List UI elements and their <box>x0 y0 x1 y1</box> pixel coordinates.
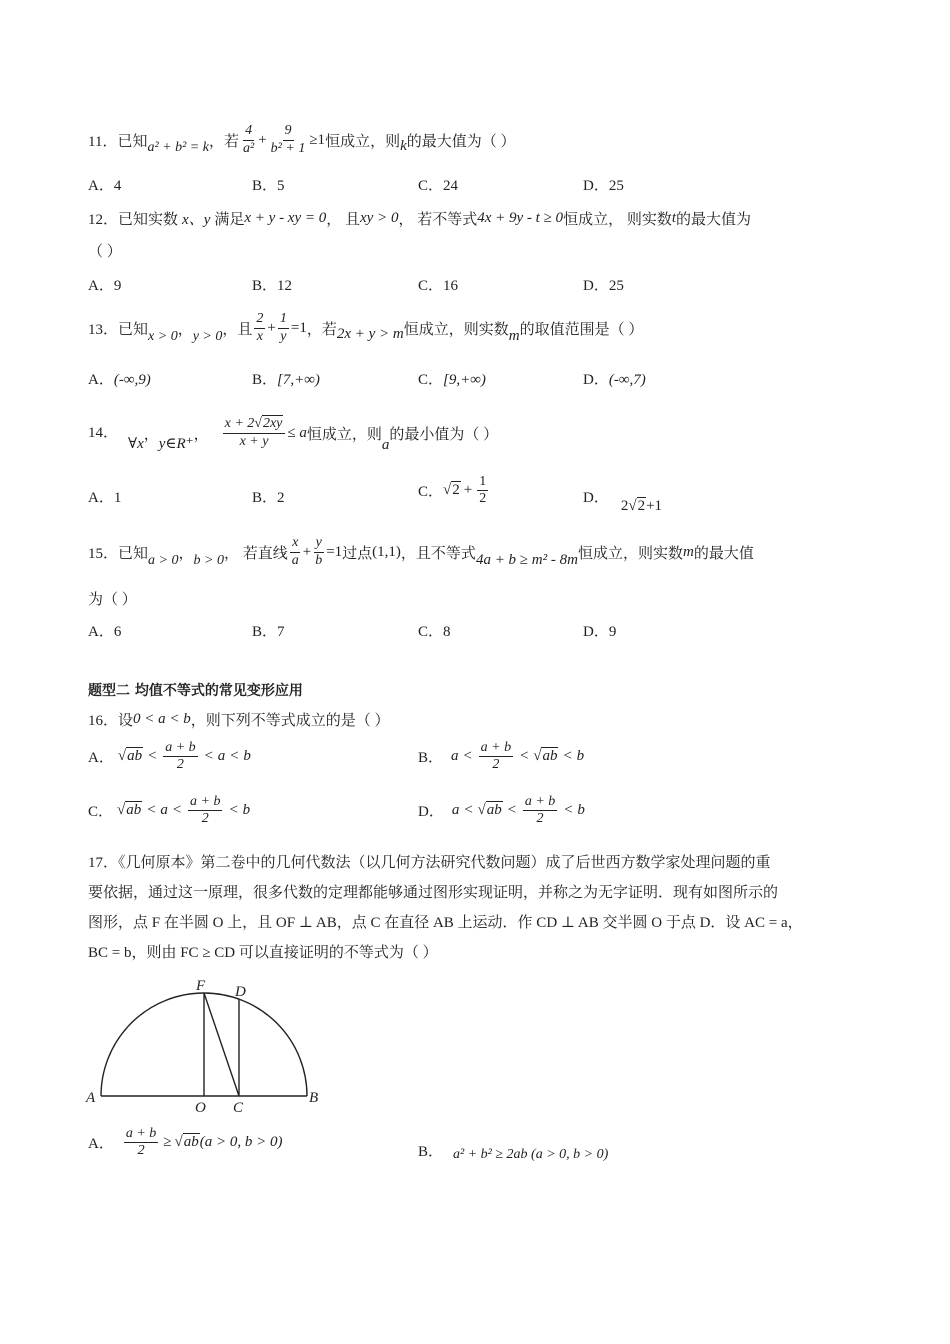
q11-option-a[interactable]: A．4 <box>88 178 122 194</box>
q12-option-b[interactable]: B．12 <box>252 278 293 294</box>
q17-line-3: 图形，点 F 在半圆 O 上，且 OF ⊥ AB，点 C 在直径 AB 上运动．作 CD ⊥ AB 交半圆 O 于点 D．设 AC = a， <box>88 915 803 931</box>
q16-number: 16． <box>88 712 119 729</box>
question-11: 11． 已知 a² + b² = k ，若 $\frac{4}{\text{a²}}$ + $\frac{9}{\text{b² + 1}}$ ≥1 恒成立，则 k 的最大值为（ ） <box>88 123 516 156</box>
label-d: D <box>235 984 246 1000</box>
q15-fraction-2: $\frac{y}{b}$ <box>315 535 323 568</box>
question-14: 14． ∀x ， y∈R⁺ ， $\frac{x + 2√2xy}{x + y}$ ≤ a 恒成立，则 a 的最小值为（ ） <box>88 416 499 453</box>
label-b: B <box>309 1090 319 1106</box>
q11-number: 11． <box>88 133 118 150</box>
question-12: 12． 已知实数 x、y 满足 x + y - xy = 0 ， 且 xy > 0 ， 若不等式 4x + 9y - t ≥ 0 恒成立， 则实数 t 的最大值为 <box>88 209 752 228</box>
q13-option-a[interactable]: A．(-∞,9) <box>88 372 151 388</box>
q15-option-b[interactable]: B．7 <box>252 624 285 640</box>
q13-option-b[interactable]: B．[7,+∞) <box>252 372 320 388</box>
q11-option-b[interactable]: B．5 <box>252 178 285 194</box>
q16-option-b[interactable]: B． a < $\frac{a + b}{2}$ < √ab < b <box>418 740 585 773</box>
question-17 <box>88 848 863 968</box>
segment-fc <box>204 993 239 1096</box>
q12-number: 12． <box>88 211 119 228</box>
question-13: 13． 已知 x > 0 ， y > 0 ，且 $\frac{2}{x}$ + $\frac{1}{y}$ =1 ，若 2x + y > m 恒成立，则实数 m 的取值范围是（ ） <box>88 311 644 344</box>
q11-condition: a² + b² = k <box>147 140 209 155</box>
q11-option-d[interactable]: D．25 <box>583 178 624 194</box>
q12-option-c[interactable]: C．16 <box>418 278 459 294</box>
q13-option-c[interactable]: C．[9,+∞) <box>418 372 486 388</box>
question-15: 15． 已知 a > 0 ， b > 0 ， 若直线 $\frac{x}{a}$ + $\frac{y}{b}$ =1 过点 (1,1) ，且不等式 4a + b ≥ m² - 8m 恒成立，则实数 m 的最大值 <box>88 535 754 568</box>
q17-line-2: 要依据，通过这一原理，很多代数的定理都能够通过图形实现证明，并称之为无字证明．现有如图所示的 <box>88 885 779 901</box>
q15-fraction-1: $\frac{x}{a}$ <box>291 535 299 568</box>
q11-option-c[interactable]: C．24 <box>418 178 459 194</box>
q16-option-d[interactable]: D． a < √ab < $\frac{a + b}{2}$ < b <box>418 794 585 827</box>
q16-option-c[interactable]: C． √ab < a < $\frac{a + b}{2}$ < b <box>88 794 251 827</box>
q12-option-d[interactable]: D．25 <box>583 278 624 294</box>
q15-option-c[interactable]: C．8 <box>418 624 451 640</box>
q14-option-c[interactable]: C． √2 + $\frac{1}{2}$ <box>418 474 487 507</box>
question-16: 16． 设 0 < a < b ，则下列不等式成立的是（ ） <box>88 710 390 729</box>
q12-option-a[interactable]: A．9 <box>88 278 122 294</box>
q14-number: 14． <box>88 424 119 441</box>
q17-line-1: 17．《几何原本》第二卷中的几何代数法（以几何方法研究代数问题）成了后世西方数学家处理问题的重 <box>88 855 771 871</box>
q17-option-a[interactable]: A． $\frac{a + b}{2}$ ≥ √ab (a > 0, b > 0) <box>88 1126 283 1159</box>
q15-option-a[interactable]: A．6 <box>88 624 122 640</box>
q14-fraction: $\frac{x + 2√2xy}{x + y}$ <box>223 416 286 449</box>
q15-line-2: 为（ ） <box>88 592 137 608</box>
q13-fraction-2: $\frac{1}{y}$ <box>279 311 287 344</box>
semicircle-figure <box>84 976 334 1116</box>
label-f: F <box>196 978 206 994</box>
label-o: O <box>195 1100 206 1116</box>
q17-line-4: BC = b，则由 FC ≥ CD 可以直接证明的不等式为（ ） <box>88 945 438 961</box>
label-c: C <box>233 1100 244 1116</box>
q15-option-d[interactable]: D．9 <box>583 624 617 640</box>
q13-option-d[interactable]: D．(-∞,7) <box>583 372 646 388</box>
label-a: A <box>86 1090 96 1106</box>
q14-option-a[interactable]: A．1 <box>88 490 122 506</box>
q13-fraction-1: $\frac{2}{x}$ <box>256 311 264 344</box>
q11-fraction-1: $\frac{4}{\text{a²}}$ <box>243 123 255 156</box>
q14-option-d[interactable]: D． 2√2+1 <box>583 490 663 514</box>
q13-number: 13． <box>88 321 119 338</box>
q17-option-b[interactable]: B． a² + b² ≥ 2ab (a > 0, b > 0) <box>418 1144 609 1162</box>
q12-paren: （ ） <box>88 244 122 260</box>
q16-option-a[interactable]: A． √ab < $\frac{a + b}{2}$ < a < b <box>88 740 251 773</box>
section-heading: 题型二 均值不等式的常见变形应用 <box>88 683 303 699</box>
q14-option-b[interactable]: B．2 <box>252 490 285 506</box>
q11-fraction-2: $\frac{9}{\text{b² + 1}}$ <box>270 123 306 156</box>
q15-number: 15． <box>88 545 119 562</box>
